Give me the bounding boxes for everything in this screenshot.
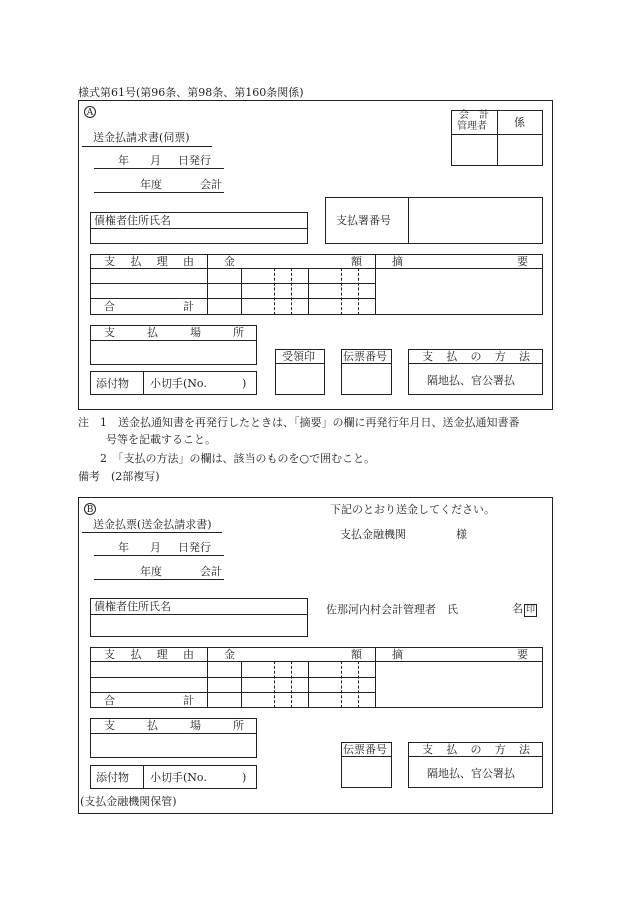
form-a-receipt-seal-label: 受領印: [282, 350, 315, 363]
voucher-b-divider: [341, 756, 392, 757]
table-a-row-line1: [90, 283, 375, 284]
voucher-divider: [341, 363, 392, 364]
table-b-amt-div1: [241, 661, 242, 708]
form-b-title: 送金払票(送金払請求書): [93, 518, 212, 531]
form-b-reason-header: 支 払 理 由: [104, 648, 194, 661]
table-b-header-line: [90, 661, 543, 662]
table-b-amt-dash2: [291, 661, 292, 708]
form-a-office-number-label: 支払署番号: [336, 214, 391, 227]
form-a-check-label: 小切手(No.: [150, 377, 207, 390]
form-a-fiscal-line[interactable]: [94, 192, 224, 193]
table-b-amt-div2: [308, 661, 309, 708]
form-a-summary-header: 摘 要: [392, 255, 528, 268]
form-a-date-month: 月: [150, 154, 161, 167]
form-a-title-underline: [82, 146, 212, 147]
form-b-check-close: ): [242, 771, 247, 784]
place-divider: [90, 340, 257, 341]
form-b-date-line[interactable]: [94, 555, 224, 556]
form-header: 様式第61号(第96条、第98条、第160条関係): [78, 86, 304, 99]
note-2: 2 「支払の方法」の欄は、該当のものを○で囲むこと。: [100, 452, 376, 465]
remarks: 備考 (2部複写): [78, 470, 160, 483]
form-b-method-label: 支 払 の 方 法: [422, 743, 530, 756]
form-b-fiscal-account: 会計: [200, 565, 222, 578]
form-a-method-options[interactable]: 隔地払、官公署払: [427, 374, 515, 387]
attachment-b-divider: [143, 765, 144, 789]
clerk-label: 係: [514, 116, 525, 129]
creditor-divider: [90, 228, 308, 229]
method-b-divider: [408, 756, 543, 757]
form-b-title-underline: [82, 532, 222, 533]
form-a-place-label: 支 払 場 所: [104, 326, 244, 339]
approver-label-line1: 会 計: [459, 110, 489, 121]
table-a-amt-div1: [241, 268, 242, 315]
form-a-date-day: 日発行: [178, 154, 211, 167]
form-b-bank-honorific: 様: [456, 528, 467, 541]
form-a-fiscal-account: 会計: [200, 178, 222, 191]
note-1-line2: 号等を記載すること。: [106, 433, 216, 446]
table-a-row-line2: [90, 298, 375, 299]
form-a-mark: A: [84, 106, 96, 118]
table-b-amt-dash4: [358, 661, 359, 708]
creditor-b-divider: [90, 614, 308, 615]
table-b-amt-dash1: [274, 661, 275, 708]
method-divider: [408, 363, 543, 364]
form-b-voucher-label: 伝票番号: [343, 743, 387, 756]
table-a-amt-dash4: [358, 268, 359, 315]
form-b-name-suffix: 名: [512, 602, 523, 615]
form-a-attachment-label: 添付物: [96, 377, 129, 390]
approver-divider-v: [497, 110, 498, 166]
form-b-mark: B: [84, 503, 96, 515]
table-b-amt-dash3: [341, 661, 342, 708]
form-a-date-year: 年: [118, 154, 129, 167]
office-divider: [408, 197, 409, 244]
form-b-date-month: 月: [150, 541, 161, 554]
form-b-manager-label: 佐那河内村会計管理者 氏: [326, 603, 458, 616]
form-b-creditor-label: 債権者住所氏名: [94, 600, 171, 613]
form-b-date-year: 年: [118, 541, 129, 554]
form-b-check-label: 小切手(No.: [150, 771, 207, 784]
form-a-amount-header: 金 額: [224, 255, 362, 268]
form-a-method-label: 支 払 の 方 法: [422, 350, 530, 363]
table-b-row-line1: [90, 677, 375, 678]
table-a-amt-dash2: [291, 268, 292, 315]
form-b-attachment-label: 添付物: [96, 771, 129, 784]
form-b-date-day: 日発行: [178, 541, 211, 554]
table-a-col1: [207, 254, 208, 315]
form-a-total-label: 合 計: [104, 300, 194, 313]
approver-label-line2: 管理者: [457, 121, 487, 132]
table-a-col2: [375, 254, 376, 315]
form-a-fiscal-year: 年度: [140, 178, 162, 191]
table-a-amt-dash1: [274, 268, 275, 315]
form-b-fiscal-year: 年度: [140, 565, 162, 578]
form-a-voucher-label: 伝票番号: [343, 350, 387, 363]
form-b-footer: (支払金融機関保管): [80, 795, 177, 808]
table-a-header-line: [90, 268, 543, 269]
form-b-total-label: 合 計: [104, 694, 194, 707]
form-b-summary-header: 摘 要: [392, 648, 528, 661]
table-b-col1: [207, 647, 208, 708]
form-a-title: 送金払請求書(伺票): [93, 131, 190, 144]
form-b-instruction: 下記のとおり送金してください。: [330, 503, 495, 516]
form-b-fiscal-line[interactable]: [94, 579, 224, 580]
form-b-method-options[interactable]: 隔地払、官公署払: [427, 767, 515, 780]
place-b-divider: [90, 733, 257, 734]
form-a-reason-header: 支 払 理 由: [104, 255, 194, 268]
form-b-place-label: 支 払 場 所: [104, 719, 244, 732]
form-b-bank-label: 支払金融機関: [340, 528, 406, 541]
attachment-divider: [143, 371, 144, 395]
seal-mark: 印: [526, 605, 536, 615]
form-a-date-line[interactable]: [94, 168, 224, 169]
table-a-amt-dash3: [341, 268, 342, 315]
seal-divider: [275, 363, 325, 364]
form-b-amount-header: 金 額: [224, 648, 362, 661]
note-1-line1: 注 1 送金払通知書を再発行したときは、「摘要」の欄に再発行年月日、送金払通知書番: [78, 416, 520, 429]
table-b-row-line2: [90, 692, 375, 693]
table-b-col2: [375, 647, 376, 708]
form-a-check-close: ): [242, 377, 247, 390]
form-b-name-with-seal: [512, 602, 537, 617]
table-a-amt-div2: [308, 268, 309, 315]
form-a-creditor-label: 債権者住所氏名: [94, 214, 171, 227]
